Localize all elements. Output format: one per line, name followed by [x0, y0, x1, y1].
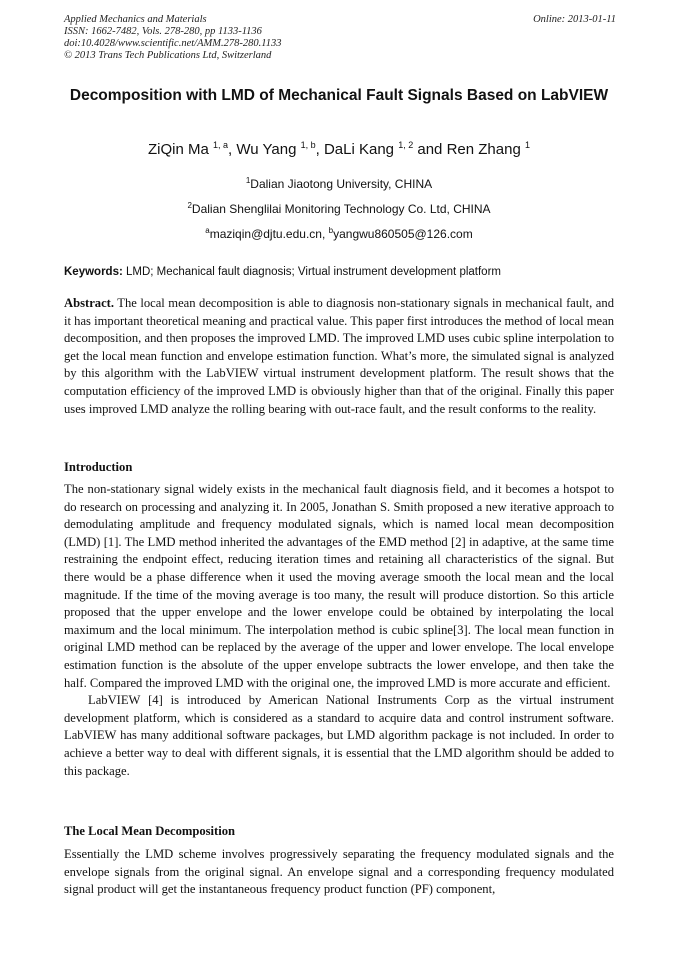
affiliation-text: Dalian Jiaotong University, CHINA — [250, 177, 433, 191]
author-name: Ren Zhang — [446, 141, 521, 158]
email-text: maziqin@djtu.edu.cn, — [209, 227, 329, 241]
author-name: DaLi Kang — [323, 141, 395, 158]
author-separator: , — [228, 141, 237, 158]
online-date: Online: 2013-01-11 — [533, 14, 616, 25]
author-affiliation-mark: 1, b — [300, 140, 316, 150]
email-text: yangwu860505@126.com — [333, 227, 473, 241]
author-list — [64, 140, 614, 160]
email-mark: a — [205, 226, 210, 235]
author-name: Wu Yang — [236, 141, 297, 158]
author-separator: , — [315, 141, 324, 158]
author-emails — [64, 226, 614, 242]
doi-line: doi:10.4028/www.scientific.net/AMM.278-280.1133 — [64, 38, 282, 49]
paragraph: Essentially the LMD scheme involves progressively separating the frequency modulated signals and the envelope signals from the original signal. An envelope signal and a corresponding frequency modulated signal product will get the instantaneous frequency product function (PF) component, — [64, 847, 614, 897]
keywords-text: LMD; Mechanical fault diagnosis; Virtual instrument development platform — [122, 266, 501, 278]
affiliation-1 — [64, 176, 614, 192]
affiliation-text: Dalian Shenglilai Monitoring Technology Co. Ltd, CHINA — [191, 202, 491, 216]
copyright-line: © 2013 Trans Tech Publications Ltd, Switzerland — [64, 50, 272, 61]
paragraph: LabVIEW [4] is introduced by American National Instruments Corp as the virtual instrument development platform, which is considered as a standard to acquire data and control instrument software. LabVIEW has many additional software packages, but LMD algorithm package is not included. In order to achieve a better way to deal with different signals, it is essential that the LMD algorithm should be added to this package. — [64, 693, 614, 778]
abstract — [64, 295, 614, 418]
affiliation-mark: 2 — [187, 201, 192, 210]
section-heading-introduction: Introduction — [64, 460, 133, 474]
author-affiliation-mark: 1, 2 — [398, 140, 414, 150]
journal-name: Applied Mechanics and Materials — [64, 14, 207, 25]
author-name: ZiQin Ma — [148, 141, 209, 158]
keywords-label: Keywords: — [64, 266, 123, 278]
paper-title: Decomposition with LMD of Mechanical Fault Signals Based on LabVIEW — [69, 87, 609, 104]
author-affiliation-mark: 1 — [524, 140, 530, 150]
section-heading-lmd: The Local Mean Decomposition — [64, 824, 236, 838]
email-mark: b — [328, 226, 334, 235]
keywords — [64, 265, 616, 280]
journal-header — [64, 14, 616, 62]
affiliation-mark: 1 — [245, 176, 251, 185]
issn-line: ISSN: 1662-7482, Vols. 278-280, pp 1133-1136 — [64, 26, 262, 37]
author-affiliation-mark: 1, a — [213, 140, 229, 150]
affiliation-2 — [64, 201, 614, 217]
paragraph: The non-stationary signal widely exists in the mechanical fault diagnosis field, and it becomes a hotspot to do research on processing and analyzing it. In 2005, Jonathan S. Smith proposed a new iterative approach to demodulating amplitude and frequency modulated signals, which is named local mean decomposition (LMD) [1]. The LMD method inherited the advantages of the EMD method [2] in adaptive, at the same time restraining the endpoint effect, reducing iteration times and retaining all characteristics of the signal. But there would be a phase difference when it used the moving average smooth the local mean and the local magnitude. If the time of the moving average is too many, the result will produce distortion. So this article proposed that the upper envelope and the lower envelope could be obtained by interpolating the local maximum and the local minimum. The interpolation method is cubic spline[3]. The local mean function in original LMD method can be replaced by the average of the upper and lower envelope. The local envelope estimation function is the absolute of the upper envelope subtracts the lower envelope, and then take the half. Compared the improved LMD with the original one, the improved LMD is more accurate and efficient. — [64, 482, 614, 690]
abstract-label: Abstract. — [64, 296, 115, 310]
introduction-body — [64, 481, 614, 780]
author-separator: and — [413, 141, 447, 158]
abstract-text: The local mean decomposition is able to diagnosis non-stationary signals in mechanical fault, and it has important theoretical meaning and practical value. This paper first introduces the method of local mean decomposition, and then proposes the improved LMD. The improved LMD uses cubic spline interpolation to get the local mean function and envelope estimation function. What’s more, the simulated signal is analyzed by this algorithm with the LabVIEW virtual instrument development platform. The result shows that the computation efficiency of the improved LMD is obviously higher than that of the original. Finally this paper uses improved LMD analyze the rolling bearing with out-race fault, and the result conforms to the reality. — [64, 296, 614, 416]
lmd-section-body — [64, 846, 614, 899]
